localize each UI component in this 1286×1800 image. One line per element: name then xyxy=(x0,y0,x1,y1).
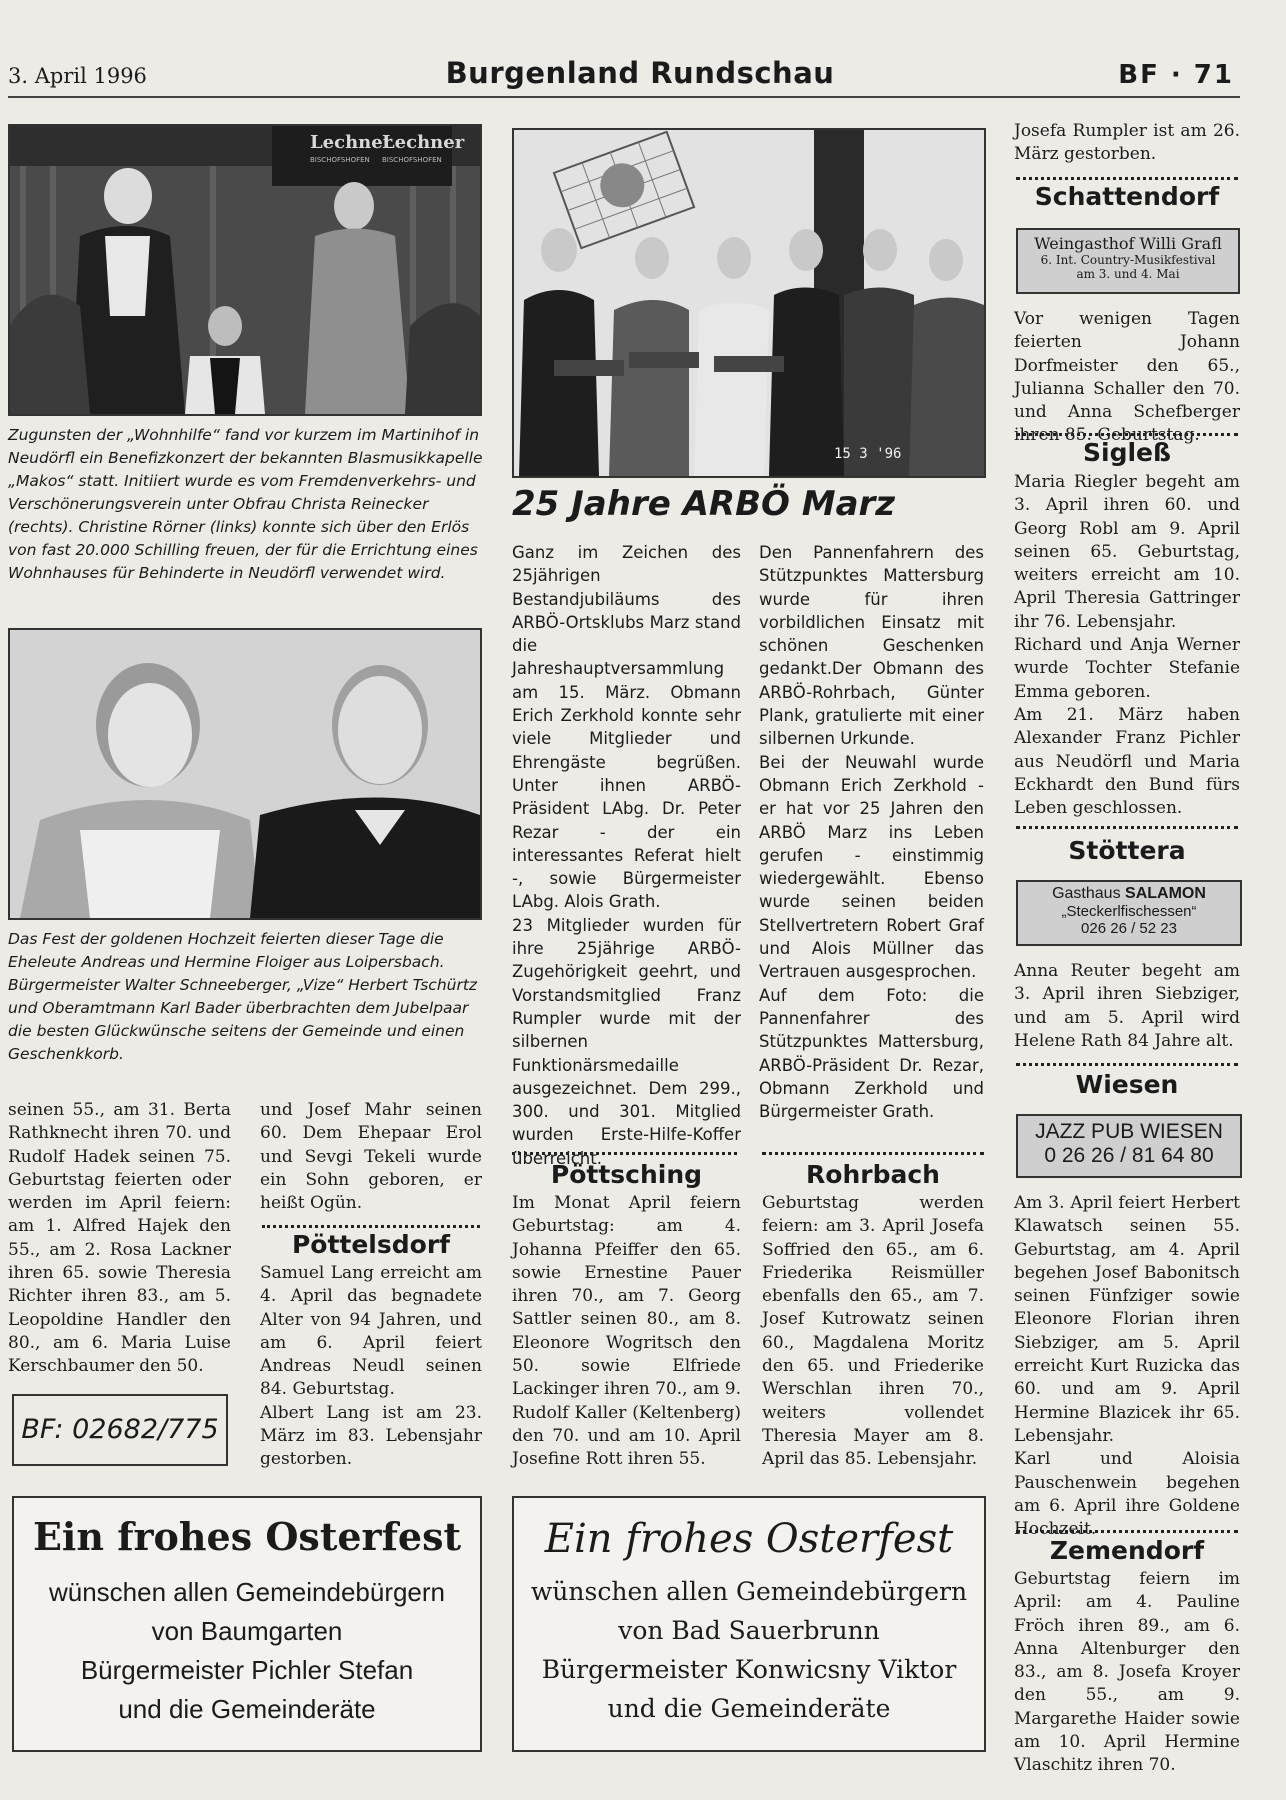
banner-left-sub: BISCHOFSHOFEN xyxy=(310,156,370,164)
poettelsdorf-p2: Albert Lang ist am 23. März im 83. Lebensjahr gestorben. xyxy=(260,1402,482,1470)
section-heading-poettsching: Pöttsching xyxy=(550,1160,703,1189)
sigless-p3: Am 21. März haben Alexander Franz Pichler aus Neudörfl und Maria Eckhardt den Bund fürs Leben geschlossen. xyxy=(1014,704,1240,819)
ad-grafl-line3: am 3. und 4. Mai xyxy=(1076,267,1180,281)
ad-salamon-name: SALAMON xyxy=(1125,885,1206,902)
arboe-p1: Ganz im Zeichen des 25jährigen Bestandjubiläums des ARBÖ-Ortsklubs Marz stand die Jahreshauptversammlung am 15. März. Obmann Erich Zerkhold konnte sehr viele Mitglieder und Ehrengäste begrüßen. Unter ihnen ARBÖ-Präsident LAbg. Dr. Peter Rezar - der ein interessantes Referat hielt -, sowie Bürgermeister LAbg. Alois Grath. xyxy=(512,543,741,912)
divider xyxy=(1016,433,1238,436)
issue-date: 3. April 1996 xyxy=(8,64,147,88)
right-top-text: Josefa Rumpler ist am 26. März gestorben. xyxy=(1014,121,1240,165)
ad-baumgarten-line1: wünschen allen Gemeindebürgern xyxy=(48,1577,446,1607)
ad-bad-sauerbrunn xyxy=(512,1496,986,1752)
section-heading-wiesen: Wiesen xyxy=(1075,1070,1179,1099)
section-heading-zemendorf: Zemendorf xyxy=(1049,1536,1205,1565)
ad-jazz-line1: JAZZ PUB WIESEN xyxy=(1035,1120,1223,1143)
newspaper-title: Burgenland Rundschau xyxy=(445,56,835,90)
ad-salamon-line1 xyxy=(1018,885,1240,903)
section-heading-poettelsdorf: Pöttelsdorf xyxy=(291,1230,451,1259)
ad-salamon-prefix: Gasthaus xyxy=(1052,885,1126,902)
arboe-p2: 23 Mitglieder wurden für ihre 25jährige ARBÖ-Zugehörigkeit geehrt, und Vorstandsmitglied Franz Rumpler wurde mit der silbernen Funktionärsmedaille ausgezeichnet. Dem 299., 300. und 301. Mitglied wurden Erste-Hilfe-Koffer überreicht. xyxy=(512,915,741,1168)
sigless-text xyxy=(1014,471,1240,820)
ad-grafl-line1: Weingasthof Willi Grafl xyxy=(1034,234,1222,253)
arboe-column-2 xyxy=(759,541,984,1123)
arboe-photo xyxy=(512,128,986,478)
arboe-column-1 xyxy=(512,541,741,1170)
ad-baumgarten-title: Ein frohes Osterfest xyxy=(32,1514,462,1559)
arboe-p3: Den Pannenfahrern des Stützpunktes Mattersburg wurde für ihren vorbildlichen Einsatz mit schönen Geschenken gedankt.Der Obmann des ARBÖ-Rohrbach, Günter Plank, gratulierte mit einer silbernen Urkunde. xyxy=(759,543,984,749)
zemendorf-text: Geburtstag feiern im April: am 4. Pauline Fröch ihren 89., am 6. Anna Altenburger den 83., am 8. Josefa Kroyer den 55., am 9. Margarethe Haider sowie am 10. April Hermine Vlaschitz ihren 70. xyxy=(1014,1569,1240,1776)
divider xyxy=(262,1225,480,1228)
arboe-headline: 25 Jahre ARBÖ Marz xyxy=(512,484,896,524)
ad-salamon-line3: 026 26 / 52 23 xyxy=(1081,920,1177,937)
ad-baumgarten-line2: von Baumgarten xyxy=(151,1616,343,1646)
section-heading-sigless: Sigleß xyxy=(1083,438,1171,467)
concert-photo xyxy=(8,124,482,416)
poettelsdorf-text xyxy=(260,1262,482,1472)
section-heading-schattendorf: Schattendorf xyxy=(1034,182,1220,211)
wiesen-p1: Am 3. April feiert Herbert Klawatsch seinen 55. Geburtstag, am 4. April begehen Josef Babonitsch seinen Fünfziger sowie Eleonore Florian ihren Siebziger, am 5. April erreicht Kurt Ruzicka das 60. und am 9. April Hermine Blazicek ihr 65. Lebensjahr. xyxy=(1014,1193,1240,1446)
left-column-text xyxy=(8,1099,231,1379)
banner-left-text: Lechner xyxy=(310,132,393,153)
arboe-p4: Bei der Neuwahl wurde Obmann Erich Zerkhold - er hat vor 25 Jahren den ARBÖ Marz ins Leben gerufen - einstimmig wiedergewählt. Ebenso wurde seinen beiden Stellvertretern Robert Graf und Alois Müllner das Vertrauen ausgesprochen. xyxy=(759,752,984,982)
banner-right-sub: BISCHOFSHOFEN xyxy=(382,156,442,164)
poettsching-text: Im Monat April feiern Geburtstag: am 4. Johanna Pfeiffer den 65. sowie Ernestine Pauer ihren 70., am 7. Georg Sattler seinen 80., am 8. Eleonore Wogritsch den 50. sowie Elfriede Lackinger ihren 70., am 9. Rudolf Kaller (Keltenberg) den 70. und am 10. April Josefine Rott ihren 55. xyxy=(512,1193,741,1470)
poettelsdorf-p1: Samuel Lang erreicht am 4. April das begnadete Alter von 94 Jahren, und am 6. April feiert Andreas Neudl seinen 84. Geburtstag. xyxy=(260,1263,482,1400)
concert-caption: Zugunsten der „Wohnhilfe“ fand vor kurzem im Martinihof in Neudörfl ein Benefizkonzert der bekannten Blasmusikkapelle „Makos“ statt. Initiiert wurde es vom Fremdenverkehrs- und Verschönerungsverein unter Obfrau Christa Reinecker (rechts). Christine Rörner (links) konnte sich über den Erlös von fast 20.000 Schilling freuen, der für die Errichtung eines Wohnhauses für Behinderte in Neudörfl verwendet wird. xyxy=(8,426,483,582)
rohrbach-text: Geburtstag werden feiern: am 3. April Josefa Soffried den 65., am 6. Friederika Reismüller ebenfalls den 65., am 7. Josef Kutrowatz seinen 60., Magdalena Moritz den 65. und Friederike Werschlan ihren 70., weiters vollendet Theresia Mayer am 8. April das 85. Lebensjahr. xyxy=(762,1193,984,1470)
photo-date-stamp: 15 3 '96 xyxy=(834,446,902,462)
divider xyxy=(1016,1063,1238,1066)
ad-sauerbrunn-line3: Bürgermeister Konwicsny Viktor xyxy=(541,1655,957,1684)
section-heading-stoettera: Stöttera xyxy=(1068,836,1186,865)
ad-weingasthof-grafl xyxy=(1016,228,1240,294)
divider xyxy=(512,1152,737,1155)
ad-salamon-line2: „Steckerlfischessen“ xyxy=(1061,903,1197,920)
schattendorf-text: Vor wenigen Tagen feierten Johann Dorfmeister den 65., Julianna Schaller den 70. und Anna Schefberger ihren 85. Geburtstag. xyxy=(1014,309,1240,446)
divider xyxy=(1016,177,1238,180)
left-column-b xyxy=(260,1099,482,1215)
intro-paragraph: und Josef Mahr seinen 60. Dem Ehepaar Erol und Sevgi Tekeli wurde ein Sohn geboren, er heißt Ogün. xyxy=(260,1100,482,1214)
banner-right-text: Lechner xyxy=(382,132,465,153)
ad-sauerbrunn-line1: wünschen allen Gemeindebürgern xyxy=(530,1577,968,1606)
ad-sauerbrunn-title: Ein frohes Osterfest xyxy=(544,1516,954,1562)
arboe-p5: Auf dem Foto: die Pannenfahrer des Stützpunktes Mattersburg, ARBÖ-Präsident Dr. Rezar, Obmann Zerkhold und Bürgermeister Grath. xyxy=(759,985,984,1122)
wiesen-text xyxy=(1014,1192,1240,1541)
ad-sauerbrunn-line4: und die Gemeinderäte xyxy=(607,1694,891,1723)
wiesen-p2: Karl und Aloisia Pauschenwein begehen am 6. April ihre Goldene Hochzeit. xyxy=(1014,1449,1240,1540)
ad-gasthaus-salamon xyxy=(1016,880,1242,946)
golden-wedding-caption: Das Fest der goldenen Hochzeit feierten dieser Tage die Eheleute Andreas und Hermine Floiger aus Loipersbach. Bürgermeister Walter Schneeberger, „Vize“ Herbert Tschürtz und Oberamtmann Karl Bader überbrachten dem Jubelpaar die besten Glückwünsche seitens der Gemeinde und einen Geschenkkorb. xyxy=(8,930,478,1063)
sigless-p1: Maria Riegler begeht am 3. April ihren 60. und Georg Robl am 9. April seinen 65. Geburtstag, weiters erreicht am 10. April Theresia Gattringer ihr 76. Lebensjahr. xyxy=(1014,472,1240,632)
bf-phone-box xyxy=(12,1394,228,1466)
birthday-paragraph: seinen 55., am 31. Berta Rathknecht ihren 70. und Rudolf Hadek seinen 75. Geburtstag feierten oder werden im April feiern: am 1. Alfred Hajek den 55., am 2. Rosa Lackner ihren 65. sowie Theresia Richter ihren 83., am 5. Leopoldine Handler den 80., am 6. Maria Luise Kerschbaumer den 50. xyxy=(8,1100,231,1377)
divider xyxy=(1016,1530,1238,1533)
section-heading-rohrbach: Rohrbach xyxy=(806,1160,940,1189)
ad-baumgarten-line3: Bürgermeister Pichler Stefan xyxy=(80,1655,414,1685)
ad-baumgarten xyxy=(12,1496,482,1752)
ad-grafl-line2: 6. Int. Country-Musikfestival xyxy=(1040,253,1216,267)
sigless-p2: Richard und Anja Werner wurde Tochter Stefanie Emma geboren. xyxy=(1014,635,1240,702)
header-rule xyxy=(8,96,1240,98)
ad-baumgarten-line4: und die Gemeinderäte xyxy=(118,1694,376,1724)
bf-phone: BF: 02682/775 xyxy=(21,1414,219,1445)
stoettera-text: Anna Reuter begeht am 3. April ihren Siebziger, und am 5. April wird Helene Rath 84 Jahre alt. xyxy=(1014,961,1240,1051)
ad-sauerbrunn-line2: von Bad Sauerbrunn xyxy=(618,1616,880,1645)
golden-wedding-photo xyxy=(8,628,482,920)
divider xyxy=(1016,826,1238,829)
divider xyxy=(762,1152,984,1155)
ad-jazz-pub-wiesen xyxy=(1016,1114,1242,1178)
ad-jazz-line2: 0 26 26 / 81 64 80 xyxy=(1044,1144,1214,1167)
page-number: BF · 71 xyxy=(1118,60,1234,90)
